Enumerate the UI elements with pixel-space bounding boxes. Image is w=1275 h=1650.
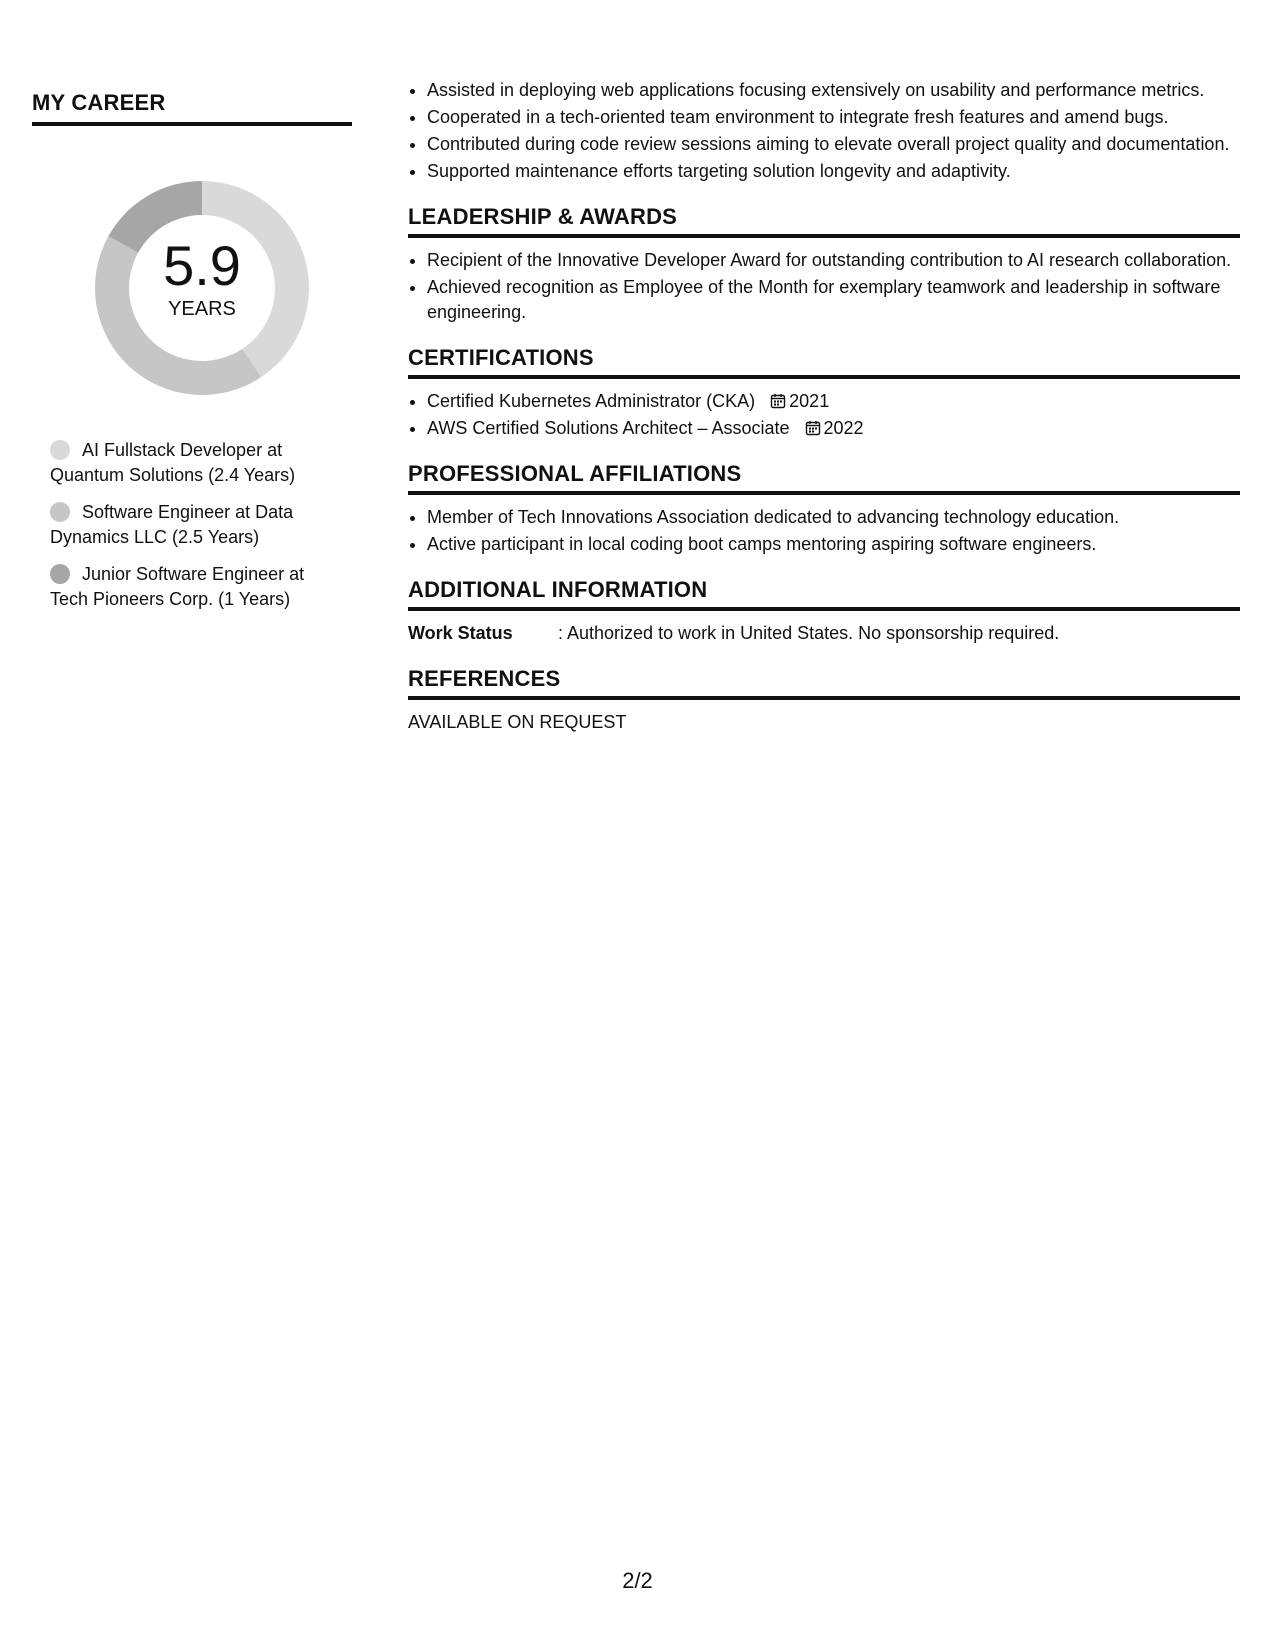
list-item: • Member of Tech Innovations Association dedicated to advancing technology education. [427,505,1240,530]
list-item: • Supported maintenance efforts targeting solution longevity and adaptivity. [427,159,1240,184]
experience-bullets [408,78,1240,184]
affiliations-list [408,505,1240,557]
list-item: • Cooperated in a tech-oriented team environment to integrate fresh features and amend bugs. [427,105,1240,130]
total-years-value: 5.9 [163,234,241,297]
additional-info-title: ADDITIONAL INFORMATION [408,577,1240,611]
legend-label: Software Engineer at Data Dynamics LLC (2.5 Years) [50,502,294,547]
certifications-list [408,389,1240,441]
legend-swatch-2 [50,564,70,584]
leadership-list [408,248,1240,325]
leadership-title: LEADERSHIP & AWARDS [408,204,1240,238]
list-item: • Active participant in local coding boot camps mentoring aspiring software engineers. [427,532,1240,557]
references-text: AVAILABLE ON REQUEST [408,712,627,732]
legend-label: AI Fullstack Developer at Quantum Solutions (2.4 Years) [50,440,296,485]
career-legend [50,438,330,612]
certifications-title: CERTIFICATIONS [408,345,1240,379]
main-content [408,78,1240,735]
career-sidebar [32,90,352,624]
cert-date [805,418,864,438]
list-item: • Achieved recognition as Employee of the Month for exemplary teamwork and leadership in software engineering. [427,275,1240,325]
legend-item [50,438,330,488]
cert-year: 2021 [789,391,830,411]
legend-label: Junior Software Engineer at Tech Pioneers Corp. (1 Years) [50,564,305,609]
list-item [427,416,1240,441]
legend-swatch-1 [50,502,70,522]
list-item: • Assisted in deploying web applications focusing extensively on usability and performance metrics. [427,78,1240,103]
list-item: • Contributed during code review sessions aiming to elevate overall project quality and documentation. [427,132,1240,157]
work-status-label: Work Status [408,623,513,643]
career-title: MY CAREER [32,90,352,126]
cert-year: 2022 [823,418,864,438]
total-years-unit: YEARS [168,298,236,320]
affiliations-title: PROFESSIONAL AFFILIATIONS [408,461,1240,495]
page-number: 2/2 [622,1568,653,1593]
references-title: REFERENCES [408,666,1240,700]
cert-name: AWS Certified Solutions Architect – Associate [427,418,790,438]
career-donut-chart [82,168,322,408]
legend-item [50,500,330,550]
work-status-row [408,621,1240,646]
legend-item [50,562,330,612]
donut-center [82,168,322,408]
legend-swatch-0 [50,440,70,460]
cert-date [770,391,829,411]
cert-name: Certified Kubernetes Administrator (CKA) [427,391,756,411]
calendar-icon [770,393,786,409]
calendar-icon [805,420,821,436]
work-status-value: : Authorized to work in United States. No sponsorship required. [558,623,1060,643]
list-item [427,389,1240,414]
list-item: • Recipient of the Innovative Developer Award for outstanding contribution to AI research collaboration. [427,248,1240,273]
